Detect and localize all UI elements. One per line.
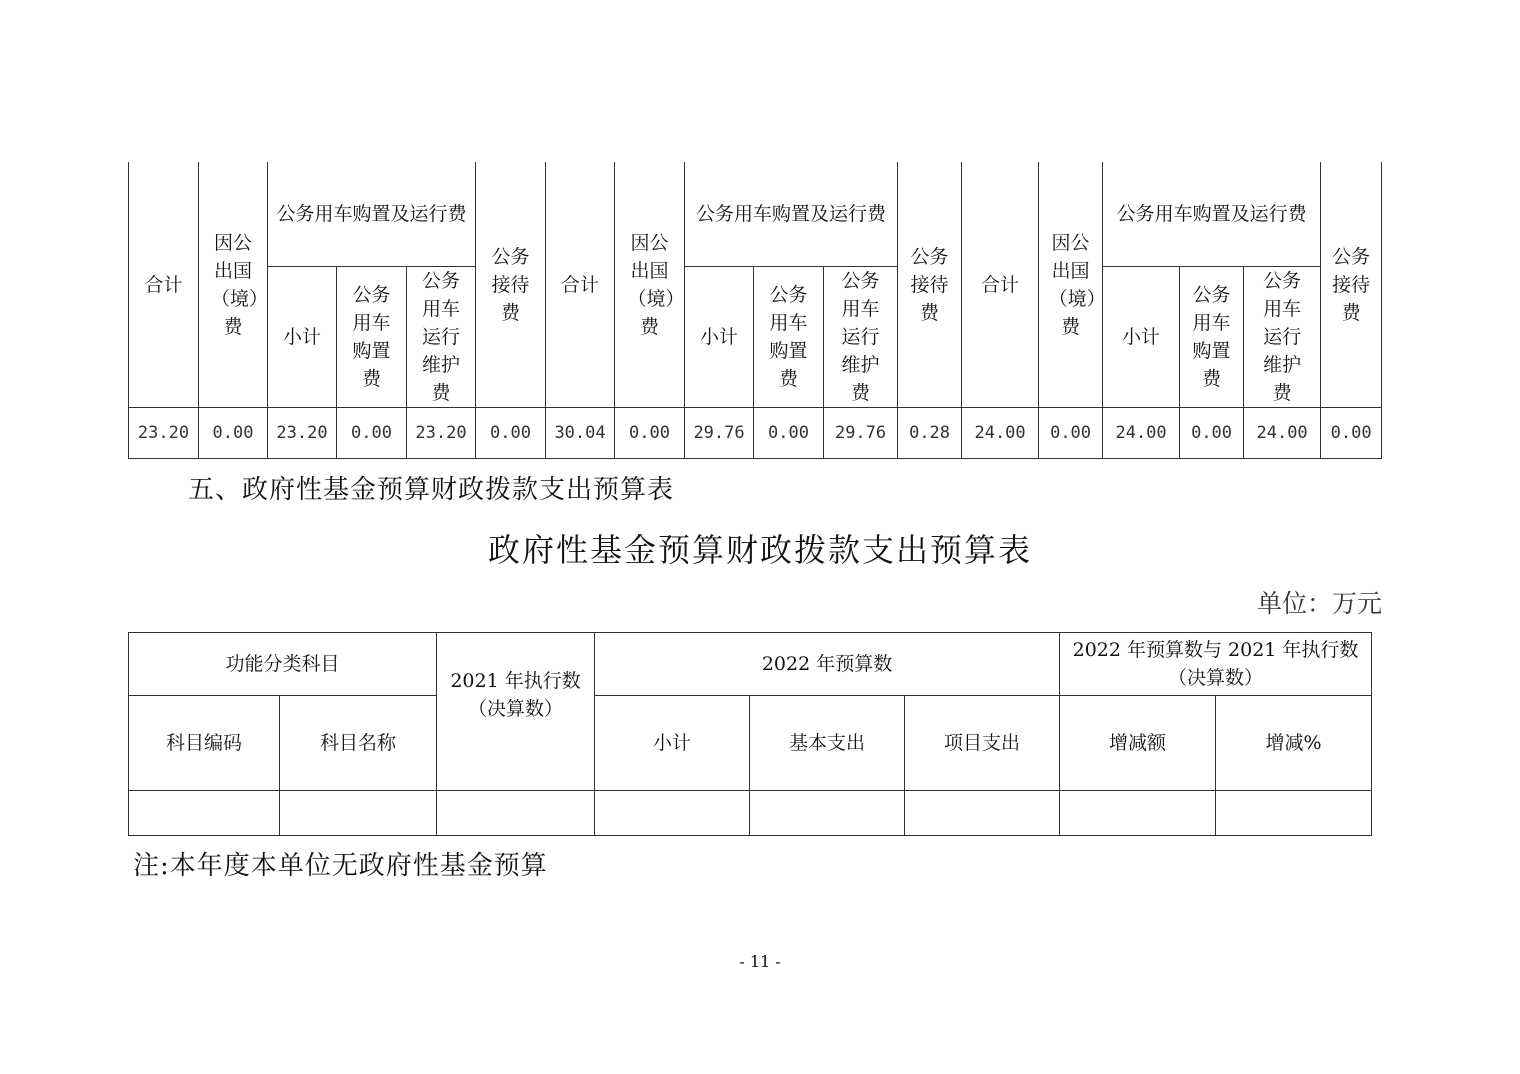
empty-cell xyxy=(1216,791,1372,836)
header-subtotal: 小计 xyxy=(685,267,754,408)
header-maintenance: 公务用车运行维护费 xyxy=(824,267,898,408)
empty-cell xyxy=(437,791,595,836)
header-code: 科目编码 xyxy=(129,696,280,791)
value-cell: 0.00 xyxy=(199,408,268,459)
header-abroad: 因公出国（境）费 xyxy=(1039,162,1103,408)
fund-budget-table xyxy=(128,632,1372,836)
header-total: 合计 xyxy=(962,162,1039,408)
header-budget-2022: 2022 年预算数 xyxy=(595,633,1060,696)
empty-cell xyxy=(595,791,750,836)
value-cell: 0.00 xyxy=(337,408,407,459)
empty-cell xyxy=(905,791,1060,836)
header-vehicle: 公务用车购置及运行费 xyxy=(685,162,898,267)
value-cell: 0.00 xyxy=(1180,408,1244,459)
header-project: 项目支出 xyxy=(905,696,1060,791)
header-maintenance: 公务用车运行维护费 xyxy=(407,267,476,408)
header-functional-class: 功能分类科目 xyxy=(129,633,437,696)
header-purchase: 公务用车购置费 xyxy=(337,267,407,408)
header-total: 合计 xyxy=(546,162,615,408)
value-cell: 0.28 xyxy=(898,408,962,459)
empty-cell xyxy=(129,791,280,836)
header-exec-2021: 2021 年执行数（决算数） xyxy=(437,633,595,791)
value-cell: 24.00 xyxy=(962,408,1039,459)
header-change-pct: 增减% xyxy=(1216,696,1372,791)
value-cell: 0.00 xyxy=(754,408,824,459)
page-number: - 11 - xyxy=(739,952,781,971)
empty-cell xyxy=(280,791,437,836)
table-row xyxy=(129,791,1372,836)
value-cell: 30.04 xyxy=(546,408,615,459)
header-vehicle: 公务用车购置及运行费 xyxy=(268,162,476,267)
unit-label: 单位：万元 xyxy=(1256,589,1382,618)
header-reception: 公务接待费 xyxy=(476,162,546,408)
header-reception: 公务接待费 xyxy=(898,162,962,408)
public-expense-table xyxy=(128,162,1382,459)
section-heading: 五、政府性基金预算财政拨款支出预算表 xyxy=(188,475,675,505)
header-compare: 2022 年预算数与 2021 年执行数（决算数） xyxy=(1060,633,1372,696)
value-cell: 23.20 xyxy=(407,408,476,459)
header-purchase: 公务用车购置费 xyxy=(1180,267,1244,408)
empty-cell xyxy=(750,791,905,836)
value-cell: 24.00 xyxy=(1244,408,1321,459)
value-cell: 23.20 xyxy=(129,408,199,459)
header-basic: 基本支出 xyxy=(750,696,905,791)
header-change-amount: 增减额 xyxy=(1060,696,1216,791)
page-title: 政府性基金预算财政拨款支出预算表 xyxy=(487,531,1032,569)
header-maintenance: 公务用车运行维护费 xyxy=(1244,267,1321,408)
header-abroad: 因公出国（境）费 xyxy=(615,162,685,408)
empty-cell xyxy=(1060,791,1216,836)
header-reception: 公务接待费 xyxy=(1321,162,1382,408)
footnote: 注:本年度本单位无政府性基金预算 xyxy=(133,851,548,881)
header-vehicle: 公务用车购置及运行费 xyxy=(1103,162,1321,267)
header-abroad: 因公出国（境）费 xyxy=(199,162,268,408)
header-subtotal: 小计 xyxy=(1103,267,1180,408)
value-cell: 24.00 xyxy=(1103,408,1180,459)
value-cell: 29.76 xyxy=(824,408,898,459)
table-row xyxy=(129,408,1382,459)
header-subtotal: 小计 xyxy=(595,696,750,791)
header-purchase: 公务用车购置费 xyxy=(754,267,824,408)
header-name: 科目名称 xyxy=(280,696,437,791)
value-cell: 0.00 xyxy=(476,408,546,459)
value-cell: 0.00 xyxy=(615,408,685,459)
header-total: 合计 xyxy=(129,162,199,408)
value-cell: 23.20 xyxy=(268,408,337,459)
value-cell: 0.00 xyxy=(1321,408,1382,459)
value-cell: 29.76 xyxy=(685,408,754,459)
value-cell: 0.00 xyxy=(1039,408,1103,459)
header-subtotal: 小计 xyxy=(268,267,337,408)
